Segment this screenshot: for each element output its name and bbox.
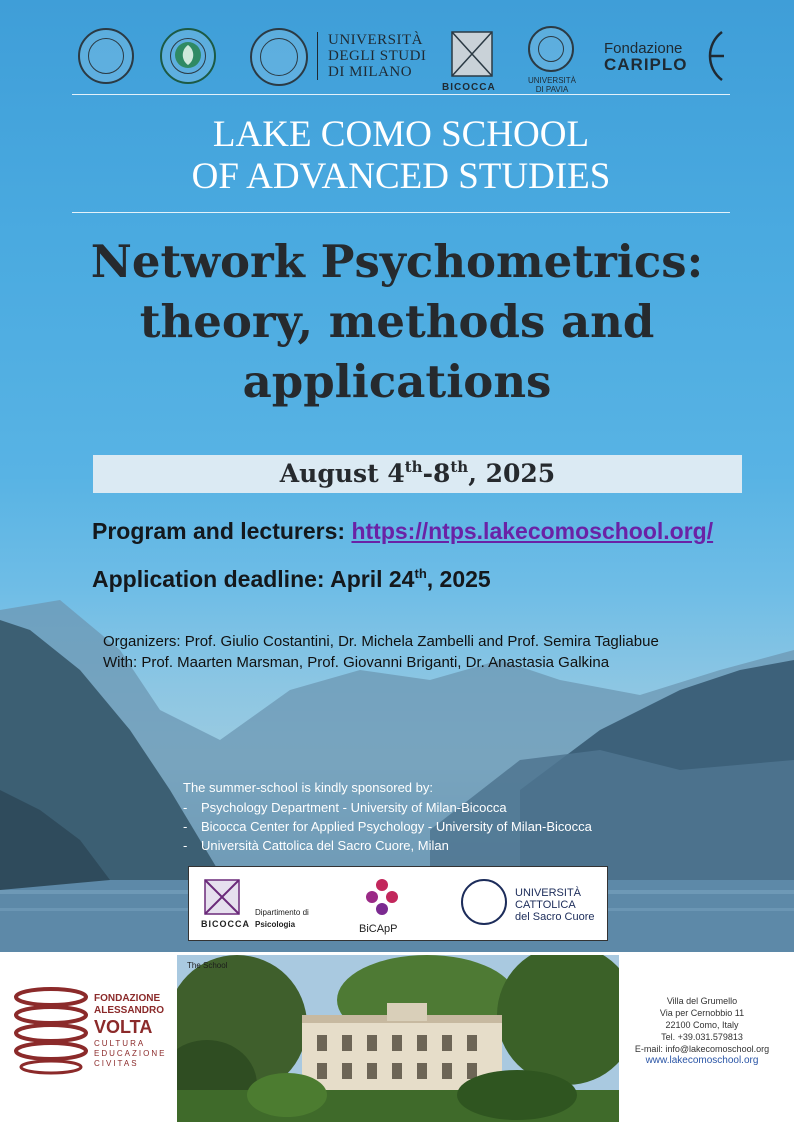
school-line: LAKE COMO SCHOOL bbox=[212, 114, 590, 155]
pavia-seal bbox=[528, 26, 574, 72]
date-sup-end: th bbox=[450, 458, 469, 476]
contact-line: 22100 Como, Italy bbox=[665, 1020, 739, 1030]
unimi-seal bbox=[250, 28, 308, 86]
deadline-sup: th bbox=[414, 566, 427, 581]
title-line: applications bbox=[242, 355, 552, 408]
contact-info bbox=[622, 995, 782, 1067]
volta-motto-line: EDUCAZIONE bbox=[94, 1049, 167, 1058]
bicocca-dept-word: BICOCCA bbox=[201, 919, 250, 929]
cattolica-seal-icon bbox=[461, 879, 507, 925]
sponsor-list bbox=[183, 798, 592, 855]
volta-motto bbox=[94, 1039, 166, 1069]
title-line: theory, methods and bbox=[139, 295, 655, 348]
school-line: OF ADVANCED STUDIES bbox=[191, 156, 611, 197]
sponsor-item: - Bicocca Center for Applied Psychology - University of Milan-Bicocca bbox=[183, 817, 592, 836]
title-line: Network Psychometrics: bbox=[90, 235, 704, 288]
contact-line: Tel. +39.031.579813 bbox=[661, 1032, 743, 1042]
unimi-line: UNIVERSITÀ bbox=[328, 32, 423, 48]
cariplo-symbol-icon bbox=[702, 28, 728, 84]
website-link[interactable]: www.lakecomoschool.org bbox=[645, 1055, 759, 1066]
unimi-divider bbox=[317, 32, 318, 80]
application-deadline bbox=[92, 566, 491, 593]
villa-illustration bbox=[177, 955, 619, 1122]
photo-label: The School bbox=[187, 961, 228, 970]
cattolica-name bbox=[515, 887, 595, 923]
top-divider bbox=[72, 94, 730, 95]
program-label: Program and lecturers: bbox=[92, 518, 352, 544]
volta-motto-line: CIVITAS bbox=[94, 1059, 139, 1068]
volta-line: FONDAZIONE bbox=[94, 993, 161, 1004]
course-dates bbox=[93, 455, 742, 493]
contact-line: Via per Cernobbio 11 bbox=[659, 1008, 745, 1018]
with-line: With: Prof. Maarten Marsman, Prof. Giovanni Briganti, Dr. Anastasia Galkina bbox=[103, 654, 610, 671]
sponsor-item: - Psychology Department - University of Milan-Bicocca bbox=[183, 798, 592, 817]
volta-stack-icon bbox=[14, 985, 88, 1075]
course-title bbox=[40, 232, 754, 412]
sponsor-item: - Università Cattolica del Sacro Cuore, Milan bbox=[183, 836, 592, 855]
bicapp-logo-icon bbox=[365, 877, 399, 919]
volta-big-word: VOLTA bbox=[94, 1017, 153, 1037]
dept-line: Dipartimento di bbox=[255, 908, 309, 917]
cariplo-top-text: Fondazione bbox=[604, 40, 683, 57]
school-villa-photo bbox=[177, 955, 619, 1122]
program-line bbox=[92, 518, 713, 545]
partner-logos bbox=[70, 22, 730, 94]
bicapp-label: BiCApP bbox=[359, 923, 398, 935]
date-sup-start: th bbox=[404, 458, 423, 476]
date-dash: -8 bbox=[422, 459, 451, 488]
volta-motto-line: CULTURA bbox=[94, 1039, 146, 1048]
deadline-suffix: , 2025 bbox=[426, 566, 491, 592]
pavia-caption bbox=[527, 76, 577, 94]
organizers-line: Organizers: Prof. Giulio Costantini, Dr. Michela Zambelli and Prof. Semira Tagliabue bbox=[103, 633, 659, 650]
volta-name bbox=[94, 993, 164, 1037]
contact-line: Villa del Grumello bbox=[666, 996, 738, 1006]
sponsor-intro: The summer-school is kindly sponsored by: bbox=[183, 780, 433, 795]
bicocca-logo-icon bbox=[446, 26, 498, 82]
sponsor-logos-box bbox=[188, 866, 608, 941]
pavia-line: DI PAVIA bbox=[535, 85, 569, 94]
department-label bbox=[255, 907, 309, 931]
cariplo-bottom-text: CARIPLO bbox=[604, 55, 688, 74]
school-divider bbox=[72, 212, 730, 213]
unimi-name bbox=[328, 32, 426, 80]
organizers-block bbox=[103, 631, 659, 673]
unimi-line: DI MILANO bbox=[328, 64, 413, 80]
bicocca-word: BICOCCA bbox=[442, 82, 496, 93]
insubria-leaf-icon bbox=[173, 40, 203, 70]
date-prefix: August 4 bbox=[279, 459, 405, 488]
deadline-text: Application deadline: April 24 bbox=[92, 566, 415, 592]
fondazione-volta-logo bbox=[14, 985, 174, 1075]
cattolica-line: del Sacro Cuore bbox=[515, 911, 595, 923]
contact-line: E-mail: info@lakecomoschool.org bbox=[634, 1044, 770, 1054]
program-link[interactable]: https://ntps.lakecomoschool.org/ bbox=[351, 518, 714, 544]
unimi-line: DEGLI STUDI bbox=[328, 48, 427, 64]
cattolica-line: CATTOLICA bbox=[515, 899, 576, 911]
politecnico-logo bbox=[78, 28, 134, 84]
school-name bbox=[72, 114, 730, 198]
volta-line: ALESSANDRO bbox=[94, 1005, 165, 1016]
cattolica-line: UNIVERSITÀ bbox=[515, 887, 582, 899]
pavia-line: UNIVERSITÀ bbox=[527, 76, 576, 85]
dept-line: Psicologia bbox=[255, 920, 296, 929]
bicocca-dept-logo-icon bbox=[201, 877, 243, 917]
date-suffix: , 2025 bbox=[468, 459, 556, 488]
